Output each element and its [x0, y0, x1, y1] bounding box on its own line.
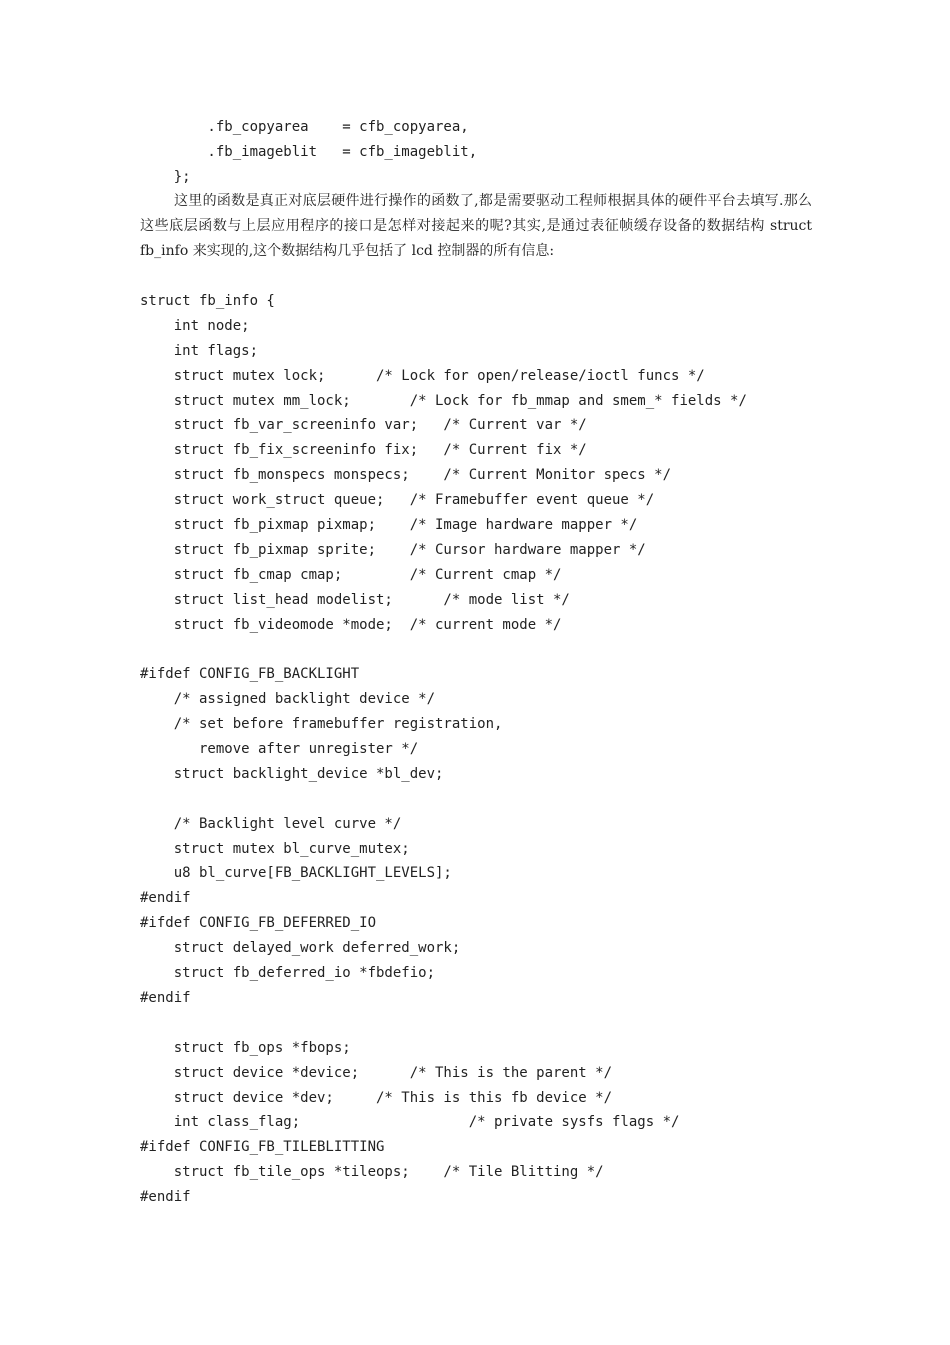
code-line: struct fb_var_screeninfo var; /* Current var */ — [140, 417, 587, 434]
code-line: struct device *device; /* This is the parent */ — [140, 1064, 613, 1081]
code-line: struct mutex bl_curve_mutex; — [140, 840, 410, 857]
code-line: struct fb_ops *fbops; — [140, 1039, 351, 1056]
code-line: struct device *dev; /* This is this fb device */ — [140, 1089, 613, 1106]
code-line: struct list_head modelist; /* mode list */ — [140, 591, 570, 608]
code-line — [140, 787, 747, 812]
code-line: }; — [140, 168, 191, 185]
code-line: struct fb_cmap cmap; /* Current cmap */ — [140, 566, 562, 583]
code-line: #ifdef CONFIG_FB_DEFERRED_IO — [140, 915, 377, 932]
code-line: struct fb_pixmap pixmap; /* Image hardware mapper */ — [140, 517, 638, 534]
code-block-top — [140, 115, 477, 190]
code-line: struct fb_tile_ops *tileops; /* Tile Blitting */ — [140, 1164, 604, 1181]
code-line: /* set before framebuffer registration, — [140, 716, 503, 733]
code-line: struct delayed_work deferred_work; — [140, 940, 461, 957]
code-line: /* Backlight level curve */ — [140, 815, 402, 832]
code-line: #endif — [140, 890, 191, 907]
code-line: #endif — [140, 1189, 191, 1206]
code-line: #ifdef CONFIG_FB_TILEBLITTING — [140, 1139, 385, 1156]
code-line: .fb_copyarea = cfb_copyarea, — [140, 119, 469, 135]
code-line: struct fb_info { — [140, 293, 275, 309]
code-line: int flags; — [140, 342, 259, 359]
code-line: int node; — [140, 317, 250, 334]
code-line: #ifdef CONFIG_FB_BACKLIGHT — [140, 666, 360, 683]
code-line: struct fb_monspecs monspecs; /* Current Monitor specs */ — [140, 467, 672, 484]
code-block-struct-fb-info — [140, 289, 747, 1210]
code-line: int class_flag; /* private sysfs flags */ — [140, 1114, 680, 1131]
code-line: struct fb_fix_screeninfo fix; /* Current fix */ — [140, 442, 587, 459]
code-line: struct work_struct queue; /* Framebuffer event queue */ — [140, 492, 655, 509]
code-line: struct backlight_device *bl_dev; — [140, 765, 444, 782]
code-line: struct fb_videomode *mode; /* current mode */ — [140, 616, 562, 633]
code-line: struct mutex lock; /* Lock for open/release/ioctl funcs */ — [140, 367, 705, 384]
code-line: struct mutex mm_lock; /* Lock for fb_mmap and smem_* fields */ — [140, 392, 747, 409]
code-line — [140, 637, 747, 662]
code-line: /* assigned backlight device */ — [140, 691, 436, 708]
code-line: remove after unregister */ — [140, 741, 419, 758]
code-line: u8 bl_curve[FB_BACKLIGHT_LEVELS]; — [140, 865, 452, 882]
code-line — [140, 1011, 747, 1036]
code-line: #endif — [140, 989, 191, 1006]
body-paragraph: 这里的函数是真正对底层硬件进行操作的函数了,都是需要驱动工程师根据具体的硬件平台去填写.那么这些底层函数与上层应用程序的接口是怎样对接起来的呢?其实,是通过表征帧缓存设备的数据结构 struct fb_info 来实现的,这个数据结构几乎包括了 lcd 控制器的所有信息: — [140, 193, 812, 259]
code-line: struct fb_pixmap sprite; /* Cursor hardware mapper */ — [140, 541, 646, 558]
code-line: .fb_imageblit = cfb_imageblit, — [140, 143, 478, 160]
code-line: struct fb_deferred_io *fbdefio; — [140, 965, 436, 982]
